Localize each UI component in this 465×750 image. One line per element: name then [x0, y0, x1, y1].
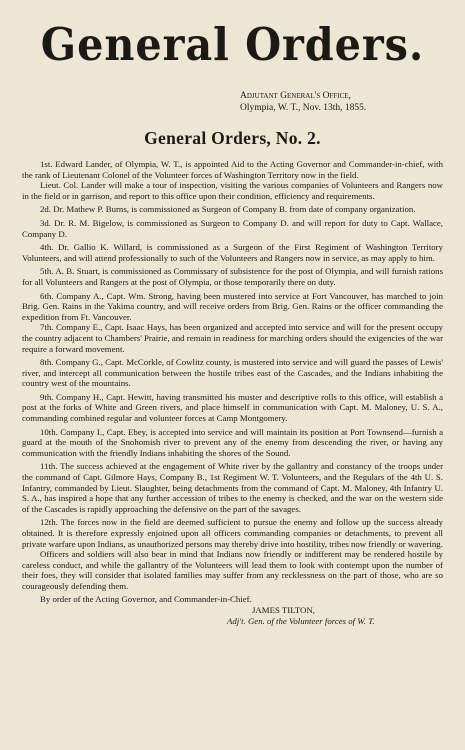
order-paragraph: 9th. Company H., Capt. Hewitt, having transmitted his muster and descriptive rolls to this office, will establish a post at the forks of White and Green rivers, and place himself in communication with Capt. M. Maloney, U. S. A., commanding combined regular and volunteer forces at Camp Montgomery.	[22, 391, 443, 424]
order-paragraph: 2d. Dr. Mathew P. Burns, is commissioned as Surgeon of Company B. from date of company organization.	[40, 204, 416, 215]
orders-body	[22, 159, 443, 592]
order-paragraph: Officers and soldiers will also bear in mind that Indians now friendly or indifferent may be rendered hostile by careless conduct, and while the gallantry of the Volunteers will lead them to look with contempt upon the number of their foes, they will consider that isolated families may suffer from any recklessness on the part of those, who are so courageously defending them.	[22, 549, 443, 591]
order-paragraph: 3d. Dr. R. M. Bigelow, is commissioned as Surgeon to Company D. and will report for duty to Capt. Wallace, Company D.	[22, 217, 443, 239]
signoff-order-line: By order of the Acting Governor, and Commander-in-Chief.	[40, 593, 252, 604]
order-paragraph: 6th. Company A., Capt. Wm. Strong, having been mustered into service at Fort Vancouver, has marched to join Brig. Gen. Rains in the Yakima country, and will receive orders from Brig. Gen. Rains or the officer commanding the expedition from Ft. Vancouver.	[22, 290, 443, 322]
dateline-office: Adjutant General's Office,	[240, 91, 351, 101]
dateline-place-date: Olympia, W. T., Nov. 13th, 1855.	[240, 103, 367, 113]
order-paragraph: Lieut. Col. Lander will make a tour of inspection, visiting the various companies of Volunteers and Rangers now in the field or in garrison, and report to this office upon their condition, efficiency and requirements.	[22, 180, 443, 201]
order-paragraph: 4th. Dr. Gallio K. Willard, is commissioned as a Surgeon of the First Regiment of Washington Territory Volunteers, and will attend professionally to such of the Volunteers and Rangers now in service, as may apply to him.	[22, 242, 443, 263]
order-paragraph: 8th. Company G., Capt. McCorkle, of Cowlitz county, is mustered into service and will guard the passes of Lewis' river, and intercept all communication between the hostile tribes east of the Cascades, and the Indians inhabiting the country west of the mountains.	[22, 357, 443, 389]
order-paragraph: 5th. A. B. Stuart, is commissioned as Commissary of subsistence for the post of Olympia, and will furnish rations for all Volunteers and Rangers at the post of Olympia, or those temporarily there on duty.	[22, 266, 443, 287]
signoff-name: JAMES TILTON,	[252, 604, 315, 615]
orders-subtitle: General Orders, No. 2.	[144, 128, 321, 148]
order-paragraph: 11th. The success achieved at the engagement of White river by the gallantry and constancy of the troops under the command of Capt. Gilmore Hays, Company B., 1st Regiment W. T. Volunteers, and the Regulars of the 4th U. S. Infantry, commanded by Lieut. Slaughter, being detachments from the command of Capt. M. Maloney, 4th Infantry U. S. A., has inspired a hope that any further accession of tribes to the enemy is checked, and the war on the western side of the Cascades is rapidly approaching the defensive on the part of the savages.	[22, 461, 443, 514]
order-paragraph: 10th. Company I., Capt. Ebey, is accepted into service and will maintain its position at Port Townsend—furnish a guard at the mouth of the Snohomish river to prevent any of the enemy from descending the river, or having any communication with the friendly Indians inhabiting the shores of the Sound.	[22, 426, 443, 458]
signoff-title: Adj't. Gen. of the Volunteer forces of W. T.	[227, 615, 375, 626]
order-paragraph: 7th. Company E., Capt. Isaac Hays, has been organized and accepted into service and will for the present occupy the country adjacent to Chambers' Prairie, and remain in readiness for marching orders should the exigencies of the war require a forward movement.	[22, 322, 444, 354]
order-paragraph: 12th. The forces now in the field are deemed sufficient to pursue the enemy and follow up the success already obtained. It is therefore expressly enjoined upon all officers commanding companies or detachments, to prevent all private warfare upon Indians, as unauthorized persons may thereby drive into hostility, tribes now friendly or wavering.	[22, 517, 443, 549]
order-paragraph: 1st. Edward Lander, of Olympia, W. T., is appointed Aid to the Acting Governor and Commander-in-chief, with the rank of Lieutenant Colonel of the Volunteer forces of Washington Territory now in the field.	[22, 159, 443, 180]
page-title: General Orders.	[40, 18, 425, 71]
signoff	[22, 594, 443, 627]
dateline	[240, 90, 443, 114]
